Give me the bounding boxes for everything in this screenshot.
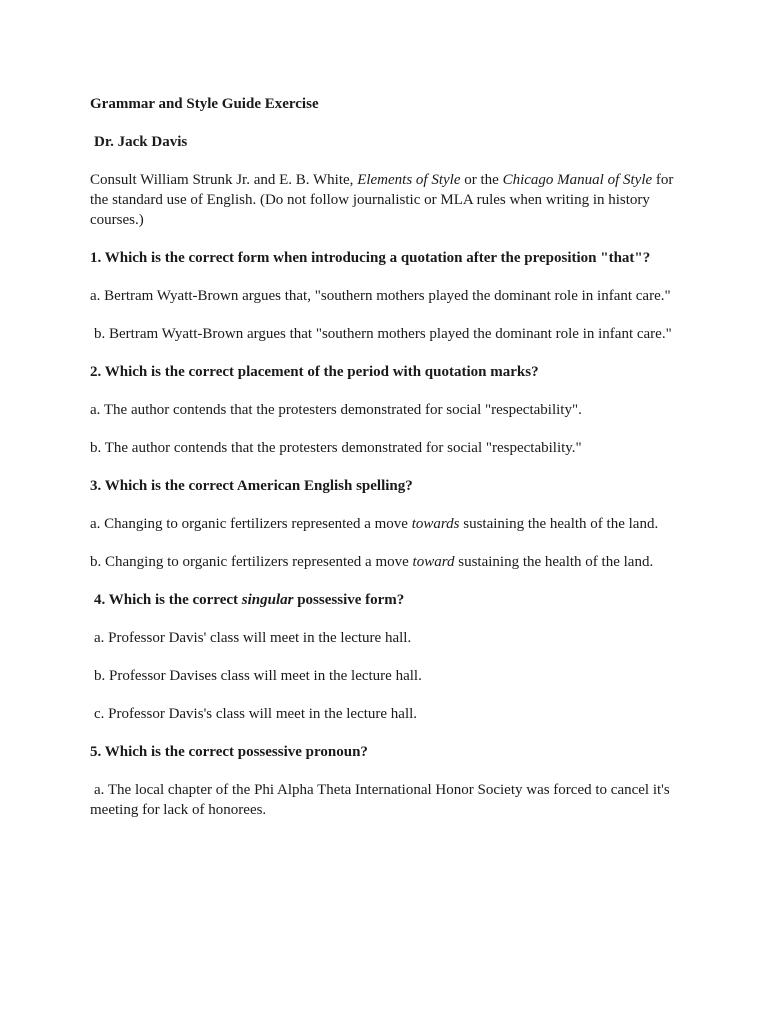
option-text: b. Changing to organic fertilizers represented a move xyxy=(90,554,413,570)
book-title-chicago: Chicago Manual of Style xyxy=(502,172,653,188)
option-1a: a. Bertram Wyatt-Brown argues that, "southern mothers played the dominant role in infant care." xyxy=(90,288,671,304)
question-2: 2. Which is the correct placement of the period with quotation marks? xyxy=(90,364,539,380)
option-3b xyxy=(90,552,690,572)
option-1b: b. Bertram Wyatt-Brown argues that "southern mothers played the dominant role in infant care." xyxy=(94,326,672,342)
document-title: Grammar and Style Guide Exercise xyxy=(90,96,319,112)
option-emphasis: towards xyxy=(411,516,460,532)
book-title-elements: Elements of Style xyxy=(357,172,461,188)
question-3: 3. Which is the correct American English spelling? xyxy=(90,478,413,494)
question-text: possessive form? xyxy=(293,592,405,608)
option-emphasis: toward xyxy=(412,554,455,570)
question-4 xyxy=(90,590,690,610)
intro-text: Consult William Strunk Jr. and E. B. White, xyxy=(90,172,358,188)
question-emphasis: singular xyxy=(241,592,294,608)
document-author: Dr. Jack Davis xyxy=(94,134,188,150)
intro-paragraph xyxy=(90,170,690,230)
option-4b: b. Professor Davises class will meet in the lecture hall. xyxy=(94,668,422,684)
option-3a xyxy=(90,514,690,534)
option-2b: b. The author contends that the protesters demonstrated for social "respectability." xyxy=(90,440,582,456)
document-page xyxy=(90,94,690,820)
question-5: 5. Which is the correct possessive pronoun? xyxy=(90,744,368,760)
option-4a: a. Professor Davis' class will meet in the lecture hall. xyxy=(94,630,412,646)
option-4c: c. Professor Davis's class will meet in the lecture hall. xyxy=(94,706,418,722)
option-5a: a. The local chapter of the Phi Alpha Theta International Honor Society was forced to cancel it's meeting for lack of honorees. xyxy=(90,782,670,818)
option-text: a. Changing to organic fertilizers represented a move xyxy=(90,516,412,532)
question-1: 1. Which is the correct form when introducing a quotation after the preposition "that"? xyxy=(90,250,651,266)
option-text: sustaining the health of the land. xyxy=(454,554,654,570)
option-text: sustaining the health of the land. xyxy=(459,516,659,532)
option-2a: a. The author contends that the protesters demonstrated for social "respectability". xyxy=(90,402,582,418)
intro-text: for the standard use of English. (Do not follow journalistic or MLA rules when writing in history courses.) xyxy=(90,172,674,228)
question-text: 4. Which is the correct xyxy=(94,592,242,608)
intro-text: or the xyxy=(460,172,503,188)
